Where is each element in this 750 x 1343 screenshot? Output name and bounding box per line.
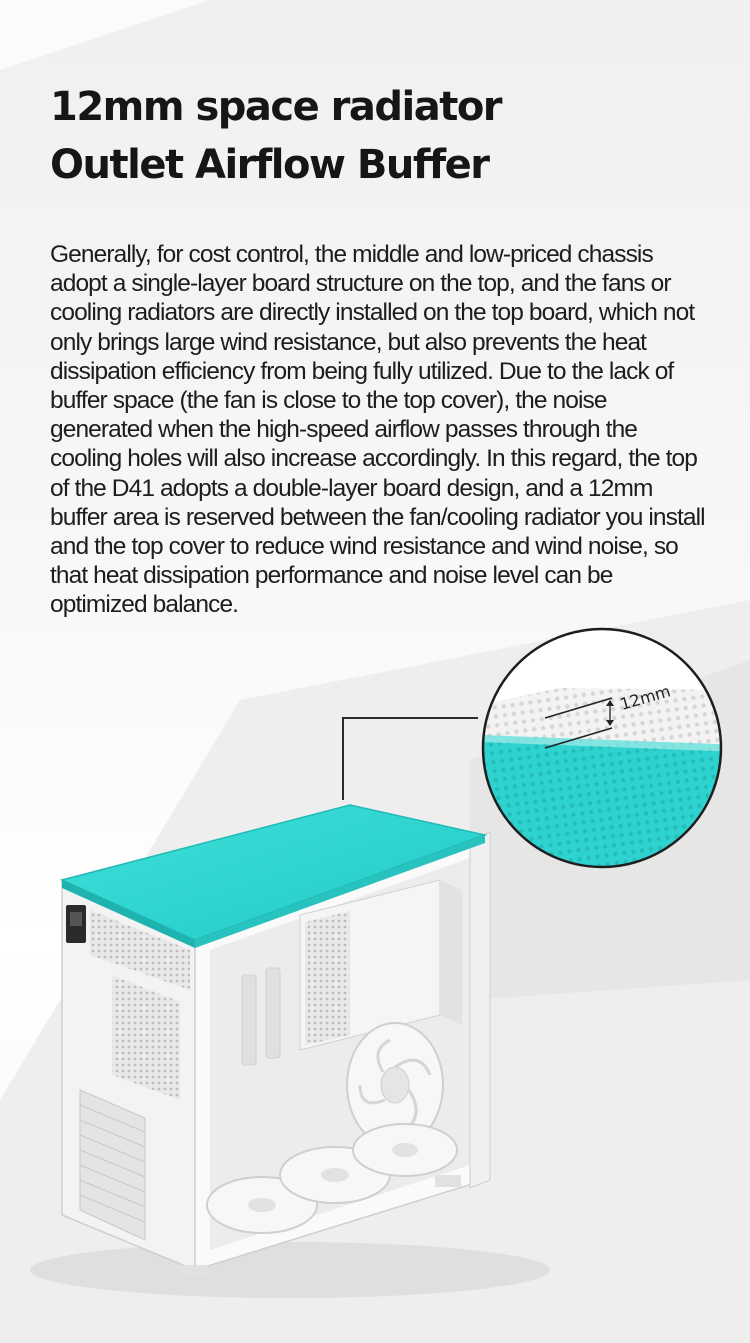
- case-shadow: [30, 1242, 550, 1298]
- description-paragraph: Generally, for cost control, the middle and low-priced chassis adopt a single-layer board structure on the top, and the fans or cooling radiators are directly installed on the top board, which not only brings large wind resistance, but also prevents the heat dissipation efficiency from being fully utilized. Due to the lack of buffer space (the fan is close to the top cover), the noise generated when the high-speed airflow passes through the cooling holes will also increase accordingly. In this regard, the top of the D41 adopts a double-layer board design, and a 12mm buffer area is reserved between the fan/cooling radiator you install and the top cover to reduce wind resistance and wind noise, so that heat dissipation performance and noise level can be optimized balance.: [50, 241, 705, 619]
- measurement-label: 12mm: [617, 681, 673, 714]
- case-foot: [435, 1175, 461, 1187]
- case-front-pillar: [470, 832, 490, 1188]
- title-line-1: 12mm space radiator: [50, 84, 502, 130]
- light-wedge: [0, 0, 210, 70]
- page-title: [50, 78, 501, 194]
- title-line-2: Outlet Airflow Buffer: [50, 142, 489, 188]
- case-foot: [178, 1265, 208, 1277]
